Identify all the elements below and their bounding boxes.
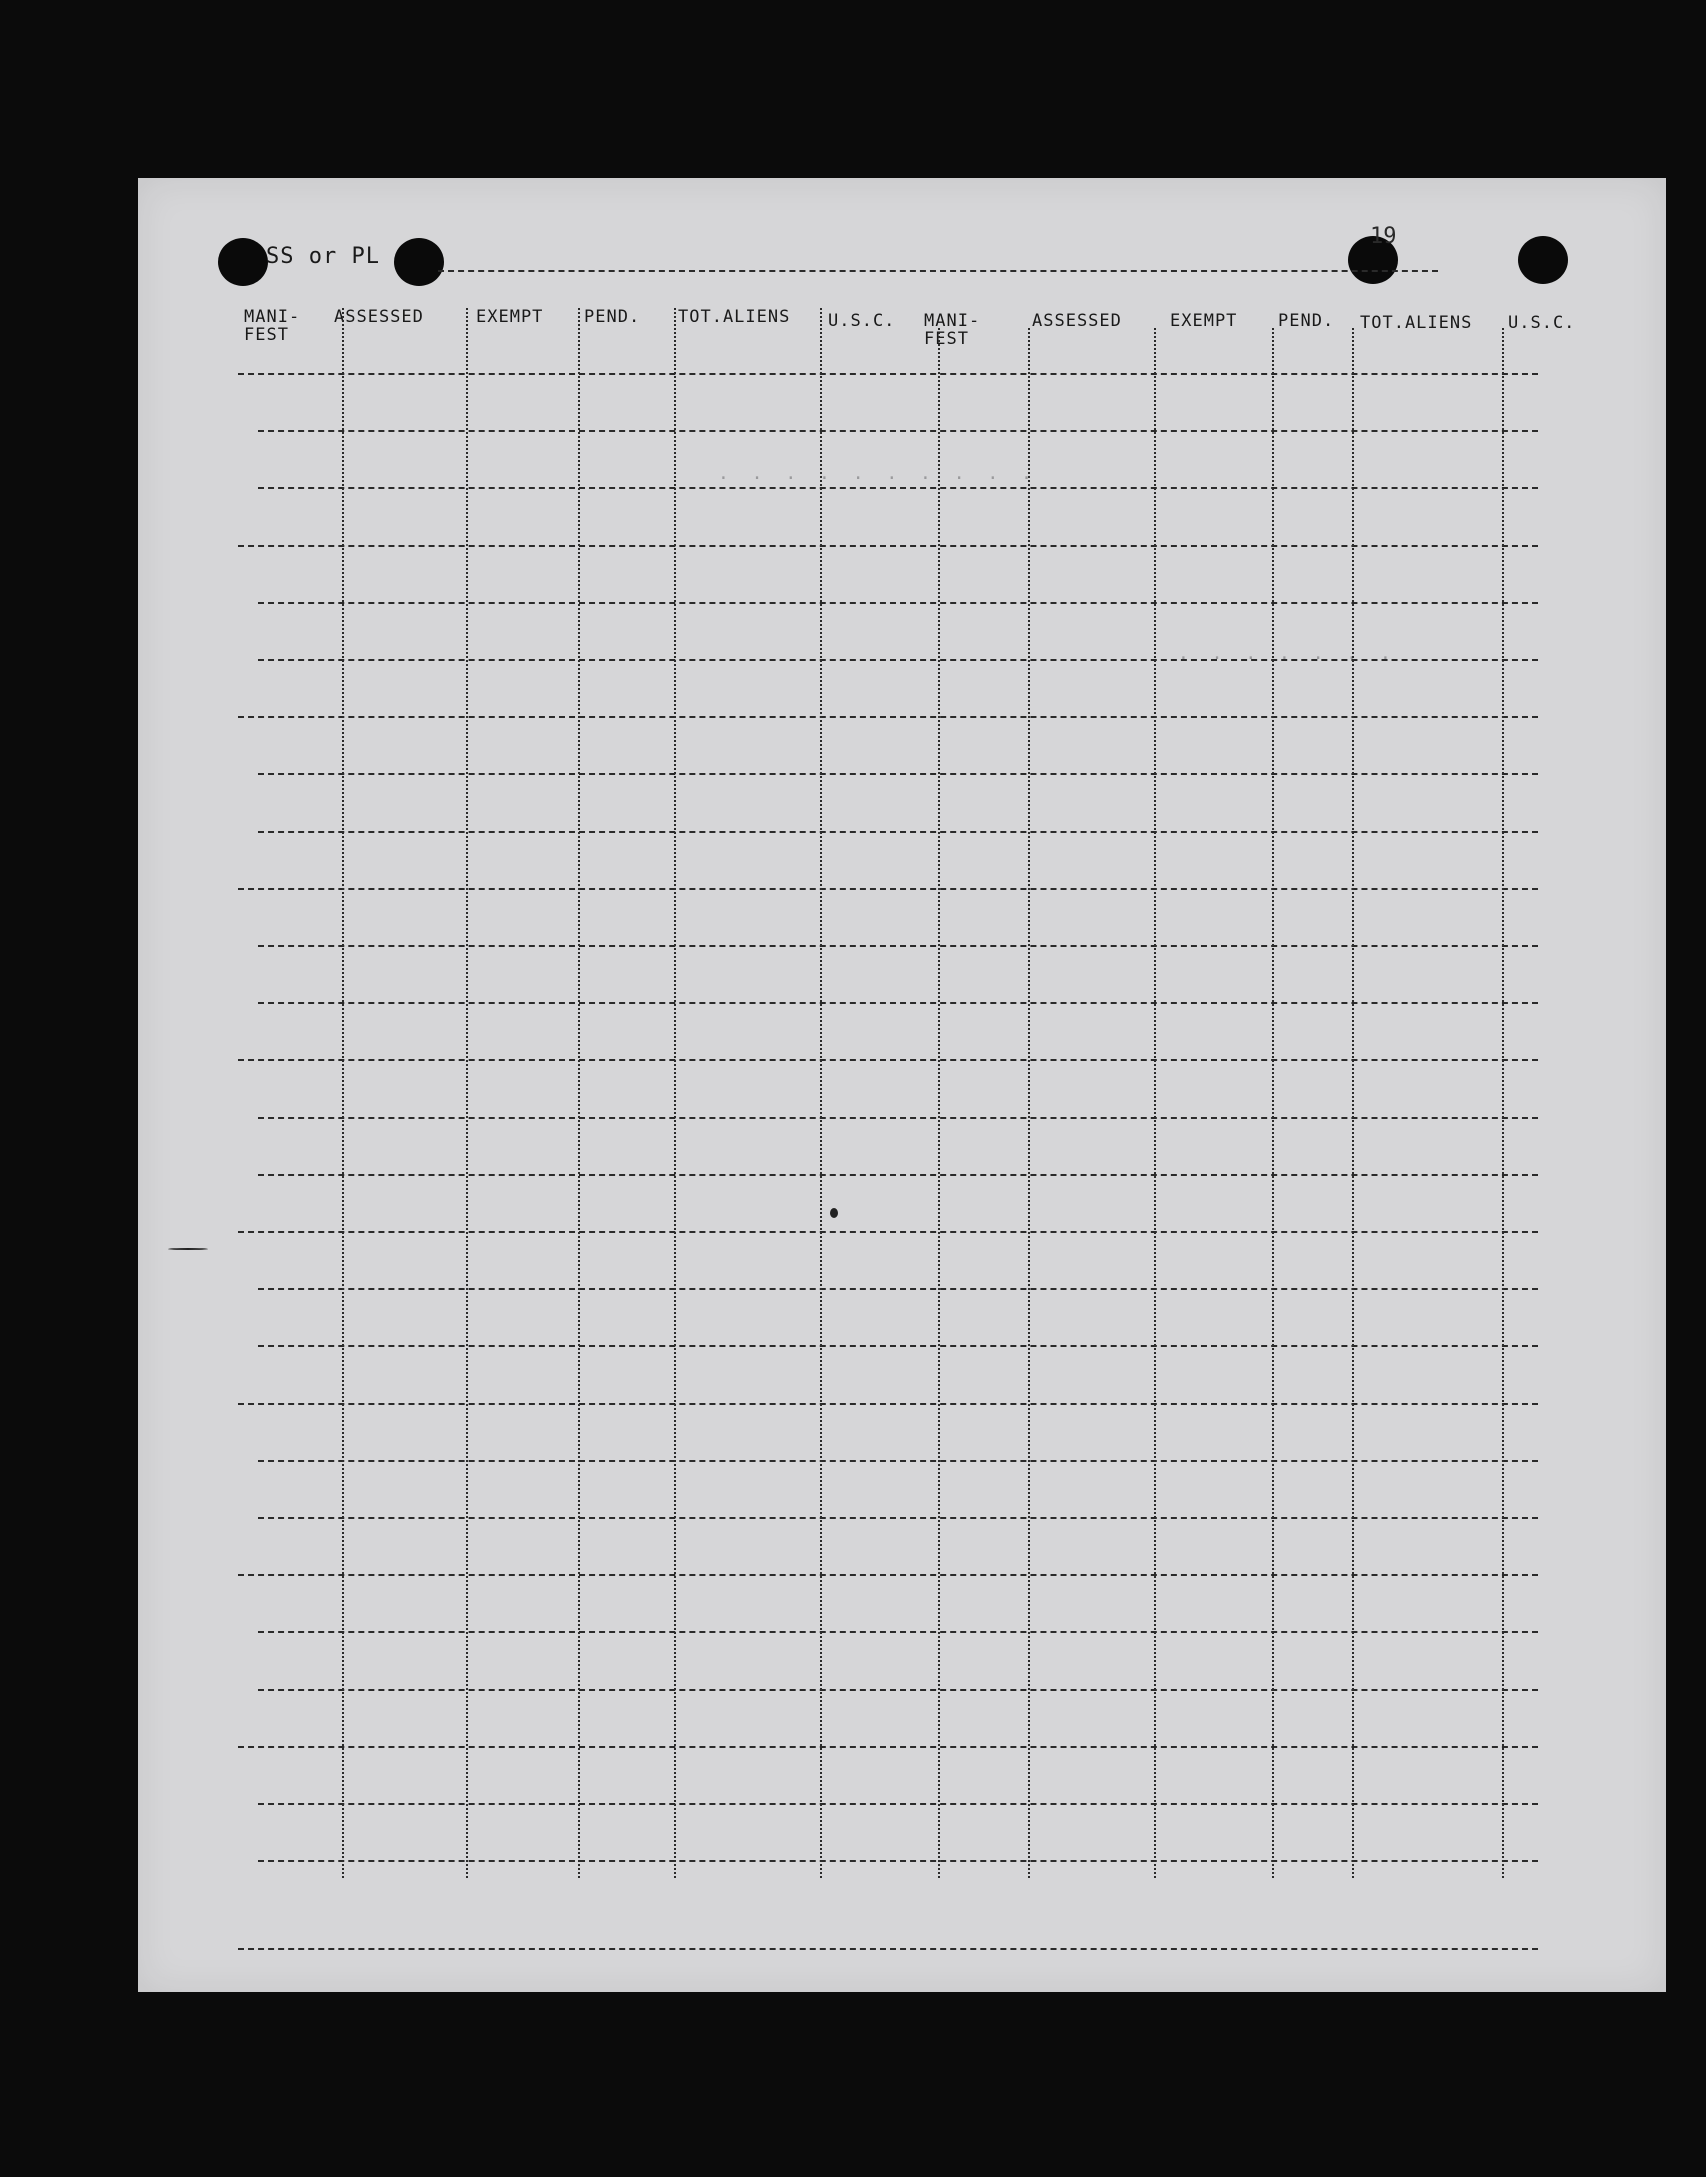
column-rule — [938, 328, 940, 1878]
col-header-usc-1: U.S.C. — [828, 311, 896, 331]
bleed-through-mark: · · · · · · · · · · — [718, 468, 1038, 489]
column-rule — [674, 308, 676, 1878]
col-header-exempt-2: EXEMPT — [1170, 311, 1238, 331]
row-rule — [258, 1689, 1538, 1691]
row-rule — [238, 1231, 1538, 1233]
col-header-manifest-2: MANI- FEST — [924, 311, 981, 349]
title-underline — [438, 270, 1438, 272]
form-sheet — [138, 178, 1666, 1992]
col-header-assessed-1: ASSESSED — [334, 307, 424, 327]
ink-speck — [168, 1248, 208, 1250]
column-rule — [1154, 328, 1156, 1878]
row-rule — [258, 1631, 1538, 1633]
row-rule — [258, 1117, 1538, 1119]
row-rule — [258, 430, 1538, 432]
punch-hole-mid-left — [394, 238, 444, 286]
row-rule — [258, 1860, 1538, 1862]
row-rule — [238, 888, 1538, 890]
punch-hole-left — [218, 238, 268, 286]
bottom-rule — [238, 1948, 1538, 1950]
col-header-usc-2: U.S.C. — [1508, 313, 1576, 333]
col-header-pend-1: PEND. — [584, 307, 641, 327]
col-header-pend-2: PEND. — [1278, 311, 1335, 331]
column-rule — [1352, 328, 1354, 1878]
row-rule — [258, 1460, 1538, 1462]
col-header-exempt-1: EXEMPT — [476, 307, 544, 327]
row-rule — [258, 773, 1538, 775]
row-rule — [258, 602, 1538, 604]
row-rule — [258, 1002, 1538, 1004]
column-rule — [578, 308, 580, 1878]
row-rule — [238, 373, 1538, 375]
row-rule — [238, 1403, 1538, 1405]
column-rule — [466, 308, 468, 1878]
row-rule — [258, 1174, 1538, 1176]
row-rule — [258, 487, 1538, 489]
row-rule — [258, 1345, 1538, 1347]
column-rule — [342, 308, 344, 1878]
row-rule — [258, 831, 1538, 833]
bleed-through-mark: · · · · · · · — [1178, 648, 1397, 669]
row-rule — [258, 659, 1538, 661]
column-rule — [1502, 328, 1504, 1878]
row-rule — [258, 945, 1538, 947]
row-rule — [238, 545, 1538, 547]
col-header-assessed-2: ASSESSED — [1032, 311, 1122, 331]
column-rule — [1028, 328, 1030, 1878]
row-rule — [258, 1288, 1538, 1290]
form-title: SS or PL — [266, 244, 380, 269]
row-rule — [238, 1746, 1538, 1748]
row-rule — [258, 1803, 1538, 1805]
col-header-tot-aliens-1: TOT.ALIENS — [678, 307, 791, 327]
row-rule — [258, 1517, 1538, 1519]
col-header-manifest-1: MANI- FEST — [244, 307, 301, 345]
col-header-tot-aliens-2: TOT.ALIENS — [1360, 313, 1473, 333]
ink-speck — [830, 1208, 838, 1218]
page-number: 19 — [1370, 224, 1397, 249]
row-rule — [238, 1059, 1538, 1061]
row-rule — [238, 716, 1538, 718]
column-rule — [1272, 328, 1274, 1878]
row-rule — [238, 1574, 1538, 1576]
punch-hole-right — [1518, 236, 1568, 284]
column-rule — [820, 308, 822, 1878]
